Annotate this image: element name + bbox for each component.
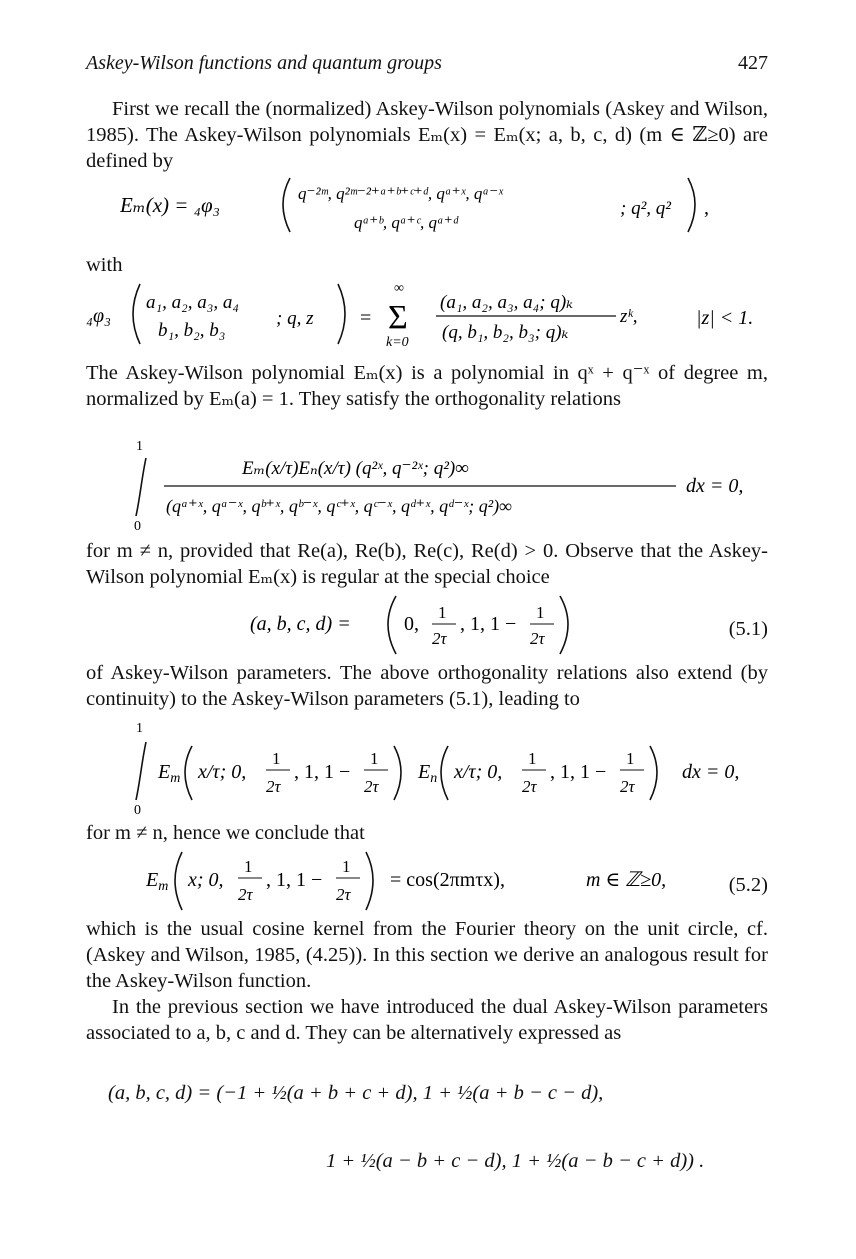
svg-text:1: 1 [244,857,253,876]
eq-phi-sum-lower: k=0 [386,335,409,350]
svg-text:2τ: 2τ [238,885,253,904]
eq51-lhs: (a, b, c, d) = [250,613,351,635]
eq-def-lhs: Eₘ(x) = ₄φ₃ [120,193,220,217]
eq-orth-int-lower: 0 [134,519,141,530]
paragraph-conclude: for m ≠ n, hence we conclude that [86,822,365,844]
eq-phi-condition: |z| < 1. [696,307,754,329]
eq-cont-rhs: dx = 0, [682,761,740,783]
svg-text:1: 1 [626,749,635,768]
svg-text:, 1, 1 −: , 1, 1 − [294,761,351,783]
svg-text:2τ: 2τ [530,629,545,648]
svg-text:, 1, 1 −: , 1, 1 − [266,869,323,891]
svg-text:Em: $E_m$ [158,761,181,786]
svg-text:1: 1 [342,857,351,876]
equation-aw-polynomial [120,172,770,236]
svg-text:, 1, 1 −: , 1, 1 − [550,761,607,783]
equation-orthogonality [120,436,770,530]
equation-5-2 [146,848,706,916]
eq-phi-numerator: a₁, a₂, a₃, a₄ [146,292,239,313]
equation-continuous-orthogonality [120,716,770,814]
eq-orth-int-upper: 1 [136,439,143,454]
eq-def-numerator: q⁻²ᵐ, q²ᵐ⁻²⁺ᵃ⁺ᵇ⁺ᶜ⁺ᵈ, qᵃ⁺ˣ, qᵃ⁻ˣ [298,184,503,203]
text-with: with [86,254,123,276]
eq-phi-sum-upper: ∞ [394,281,404,296]
eq-phi-zk: zᵏ, [620,306,638,327]
eq52-rhs: = cos(2πmτx), [390,869,505,891]
equation-dual-line-1: (a, b, c, d) = (−1 + ½(a + b + c + d), 1 + ½(a + b − c − d), [108,1082,604,1104]
svg-text:x; 0,: x; 0, [188,869,224,891]
svg-text:1: 1 [536,603,545,622]
svg-text:1: 1 [272,749,281,768]
eq-phi-denominator: b₁, b₂, b₃ [158,320,226,341]
integral-sign [136,458,146,516]
svg-text:x/τ; 0,: x/τ; 0, [198,761,247,783]
paragraph-cosine-kernel: which is the usual cosine kernel from the Fourier theory on the unit circle, cf. (Askey and Wilson, 1985, (4.25)). In this section we derive an analogous result for the Askey-Wilson function. [86,918,768,992]
svg-text:2τ: 2τ [522,777,537,796]
eq-def-arguments: ; q², q² [620,198,671,219]
svg-text:0,: 0, [404,613,419,635]
svg-text:2τ: 2τ [266,777,281,796]
svg-text:1: 1 [528,749,537,768]
paragraph-orthogonality: The Askey-Wilson polynomial Eₘ(x) is a polynomial in qˣ + q⁻ˣ of degree m, normalized by Eₘ(a) = 1. They satisfy the orthogonality relations [86,362,768,410]
paragraph-intro: First we recall the (normalized) Askey-Wilson polynomials (Askey and Wilson, 1985). The Askey-Wilson polynomials Eₘ(x) = Eₘ(x; a, b, c, d) (m ∈ ℤ≥0) are defined by [86,98,768,172]
eq-def-denominator: qᵃ⁺ᵇ, qᵃ⁺ᶜ, qᵃ⁺ᵈ [354,213,459,232]
equation-number-5-2: (5.2) [728,874,768,896]
eq-phi-sum: Σ [388,299,408,336]
svg-text:1: 1 [438,603,447,622]
svg-text:2τ: 2τ [620,777,635,796]
right-paren [688,178,695,232]
eq-orth-denominator: (qᵃ⁺ˣ, qᵃ⁻ˣ, qᵇ⁺ˣ, qᵇ⁻ˣ, qᶜ⁺ˣ, qᶜ⁻ˣ, qᵈ⁺ˣ, qᵈ⁻ˣ; q²)∞ [166,496,513,516]
eq-phi-arguments: ; q, z [276,308,314,329]
svg-text:,: , [704,197,709,219]
paragraph-regular: for m ≠ n, provided that Re(a), Re(b), Re(c), Re(d) > 0. Observe that the Askey-Wilson polynomial Eₘ(x) is regular at the special choice [86,540,768,588]
svg-text:, 1, 1 −: , 1, 1 − [460,613,517,635]
eq-cont-int-lower: 0 [134,803,141,814]
eq-orth-numerator: Eₘ(x/τ)Eₙ(x/τ) (q²ˣ, q⁻²ˣ; q²)∞ [242,458,469,479]
equation-5-1 [250,592,650,658]
eq-phi-fraction-num: (a₁, a₂, a₃, a₄; q)ₖ [440,292,574,313]
eq-cont-int-upper: 1 [136,721,143,736]
eq-phi-fraction-den: (q, b₁, b₂, b₃; q)ₖ [442,322,569,343]
running-header [86,52,768,82]
running-title: Askey-Wilson functions and quantum groups [86,52,442,74]
paragraph-dual-parameters: In the previous section we have introduced the dual Askey-Wilson parameters associated to a, b, c and d. They can be alternatively expressed as [86,996,768,1044]
eq52-condition: m ∈ ℤ≥0, [586,869,667,891]
equation-dual-line-2: 1 + ½(a − b + c − d), 1 + ½(a − b − c + d)) . [326,1150,705,1172]
svg-text:En: $E_n$ [418,761,438,786]
left-paren [283,178,290,232]
svg-text:2τ: 2τ [364,777,379,796]
equation-phi-series [86,278,776,350]
svg-text:1: 1 [370,749,379,768]
eq-orth-rhs: dx = 0, [686,475,744,497]
eq-phi-lhs: ₄φ₃ [86,305,111,327]
equation-number-5-1: (5.1) [728,618,768,640]
svg-text:=: = [360,307,372,329]
svg-text:Em: $E_m$ [146,869,169,894]
svg-text:2τ: 2τ [432,629,447,648]
page-number: 427 [738,52,768,74]
svg-text:x/τ; 0,: x/τ; 0, [454,761,503,783]
svg-text:2τ: 2τ [336,885,351,904]
paragraph-extend: of Askey-Wilson parameters. The above orthogonality relations also extend (by continuity) to the Askey-Wilson parameters (5.1), leading to [86,662,768,710]
